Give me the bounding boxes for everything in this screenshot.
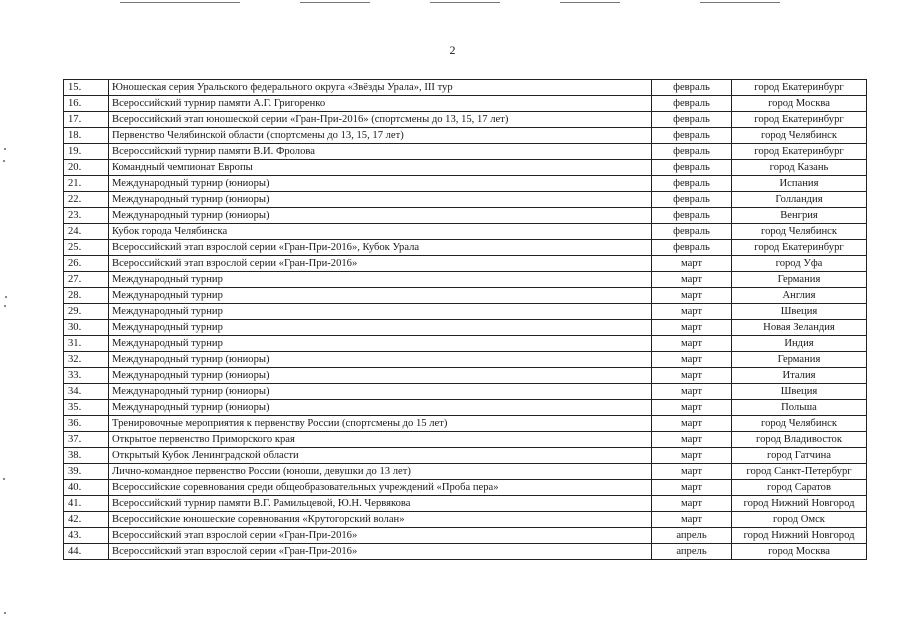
row-number: 42. [64, 512, 109, 528]
event-name: Всероссийский этап взрослой серии «Гран-При-2016» [109, 256, 652, 272]
table-row [64, 112, 867, 128]
event-location: город Санкт-Петербург [732, 464, 867, 480]
table-row [64, 144, 867, 160]
event-month: март [652, 400, 732, 416]
event-location: город Челябинск [732, 128, 867, 144]
row-number: 17. [64, 112, 109, 128]
row-number: 38. [64, 448, 109, 464]
event-month: март [652, 320, 732, 336]
row-number: 43. [64, 528, 109, 544]
event-name: Тренировочные мероприятия к первенству России (спортсмены до 15 лет) [109, 416, 652, 432]
event-name: Всероссийский этап взрослой серии «Гран-При-2016», Кубок Урала [109, 240, 652, 256]
row-number: 24. [64, 224, 109, 240]
event-month: февраль [652, 128, 732, 144]
row-number: 30. [64, 320, 109, 336]
event-month: апрель [652, 528, 732, 544]
event-name: Всероссийский турнир памяти В.И. Фролова [109, 144, 652, 160]
event-month: февраль [652, 80, 732, 96]
table-row [64, 320, 867, 336]
event-month: февраль [652, 240, 732, 256]
event-month: март [652, 288, 732, 304]
row-number: 26. [64, 256, 109, 272]
row-number: 16. [64, 96, 109, 112]
event-name: Всероссийские соревнования среди общеобразовательных учреждений «Проба пера» [109, 480, 652, 496]
event-location: город Челябинск [732, 224, 867, 240]
table-row [64, 80, 867, 96]
table-row [64, 496, 867, 512]
event-month: март [652, 304, 732, 320]
table-row [64, 368, 867, 384]
event-month: февраль [652, 208, 732, 224]
event-name: Международный турнир (юниоры) [109, 400, 652, 416]
row-number: 25. [64, 240, 109, 256]
event-month: март [652, 448, 732, 464]
top-edge-marks [0, 0, 905, 6]
row-number: 41. [64, 496, 109, 512]
row-number: 44. [64, 544, 109, 560]
event-location: город Челябинск [732, 416, 867, 432]
event-month: февраль [652, 192, 732, 208]
event-month: февраль [652, 96, 732, 112]
event-name: Всероссийский этап взрослой серии «Гран-При-2016» [109, 544, 652, 560]
event-location: Швеция [732, 384, 867, 400]
event-location: Швеция [732, 304, 867, 320]
event-location: город Нижний Новгород [732, 496, 867, 512]
table-row [64, 400, 867, 416]
table-row [64, 272, 867, 288]
event-name: Международный турнир (юниоры) [109, 176, 652, 192]
row-number: 18. [64, 128, 109, 144]
event-month: февраль [652, 144, 732, 160]
event-name: Всероссийский турнир памяти В.Г. Рамильцевой, Ю.Н. Червякова [109, 496, 652, 512]
page-number: 2 [449, 43, 456, 57]
table-row [64, 176, 867, 192]
row-number: 37. [64, 432, 109, 448]
table-row [64, 288, 867, 304]
event-name: Международный турнир (юниоры) [109, 192, 652, 208]
event-month: февраль [652, 112, 732, 128]
event-month: апрель [652, 544, 732, 560]
event-month: февраль [652, 224, 732, 240]
table-row [64, 96, 867, 112]
event-month: март [652, 384, 732, 400]
row-number: 29. [64, 304, 109, 320]
row-number: 31. [64, 336, 109, 352]
row-number: 22. [64, 192, 109, 208]
event-name: Международный турнир [109, 272, 652, 288]
event-location: город Гатчина [732, 448, 867, 464]
event-location: Индия [732, 336, 867, 352]
event-name: Международный турнир (юниоры) [109, 352, 652, 368]
event-location: Испания [732, 176, 867, 192]
event-month: февраль [652, 160, 732, 176]
table-row [64, 240, 867, 256]
event-name: Юношеская серия Уральского федерального округа «Звёзды Урала», III тур [109, 80, 652, 96]
event-month: март [652, 352, 732, 368]
event-location: Германия [732, 352, 867, 368]
row-number: 32. [64, 352, 109, 368]
event-name: Первенство Челябинской области (спортсмены до 13, 15, 17 лет) [109, 128, 652, 144]
row-number: 33. [64, 368, 109, 384]
schedule-table [63, 79, 867, 560]
event-month: февраль [652, 176, 732, 192]
row-number: 28. [64, 288, 109, 304]
event-name: Международный турнир [109, 288, 652, 304]
binding-edge-marks [0, 0, 12, 640]
event-name: Международный турнир (юниоры) [109, 368, 652, 384]
row-number: 21. [64, 176, 109, 192]
event-location: город Екатеринбург [732, 240, 867, 256]
event-location: город Владивосток [732, 432, 867, 448]
event-location: Англия [732, 288, 867, 304]
event-name: Всероссийские юношеские соревнования «Крутогорский волан» [109, 512, 652, 528]
row-number: 34. [64, 384, 109, 400]
event-location: город Казань [732, 160, 867, 176]
row-number: 27. [64, 272, 109, 288]
event-month: март [652, 272, 732, 288]
table-row [64, 544, 867, 560]
event-name: Международный турнир [109, 320, 652, 336]
event-location: Новая Зеландия [732, 320, 867, 336]
table-row [64, 512, 867, 528]
event-month: март [652, 336, 732, 352]
table-row [64, 256, 867, 272]
table-row [64, 128, 867, 144]
table-row [64, 224, 867, 240]
event-location: город Москва [732, 96, 867, 112]
event-location: город Екатеринбург [732, 144, 867, 160]
event-location: город Уфа [732, 256, 867, 272]
event-name: Международный турнир (юниоры) [109, 208, 652, 224]
row-number: 20. [64, 160, 109, 176]
table-row [64, 192, 867, 208]
event-location: Венгрия [732, 208, 867, 224]
event-location: город Саратов [732, 480, 867, 496]
event-name: Открытый Кубок Ленинградской области [109, 448, 652, 464]
table-row [64, 304, 867, 320]
event-location: город Екатеринбург [732, 80, 867, 96]
row-number: 36. [64, 416, 109, 432]
event-month: март [652, 416, 732, 432]
table-row [64, 528, 867, 544]
table-row [64, 208, 867, 224]
event-month: март [652, 256, 732, 272]
table-row [64, 464, 867, 480]
event-location: город Омск [732, 512, 867, 528]
table-row [64, 160, 867, 176]
event-name: Всероссийский турнир памяти А.Г. Григоренко [109, 96, 652, 112]
table-row [64, 416, 867, 432]
row-number: 40. [64, 480, 109, 496]
event-location: город Екатеринбург [732, 112, 867, 128]
event-name: Международный турнир [109, 304, 652, 320]
schedule-table-body [64, 80, 867, 560]
row-number: 19. [64, 144, 109, 160]
event-name: Всероссийский этап взрослой серии «Гран-При-2016» [109, 528, 652, 544]
event-month: март [652, 368, 732, 384]
event-name: Лично-командное первенство России (юноши, девушки до 13 лет) [109, 464, 652, 480]
event-name: Открытое первенство Приморского края [109, 432, 652, 448]
table-row [64, 432, 867, 448]
table-row [64, 448, 867, 464]
event-month: март [652, 432, 732, 448]
event-name: Международный турнир [109, 336, 652, 352]
table-row [64, 384, 867, 400]
row-number: 23. [64, 208, 109, 224]
event-name: Международный турнир (юниоры) [109, 384, 652, 400]
row-number: 39. [64, 464, 109, 480]
event-month: март [652, 496, 732, 512]
event-location: Италия [732, 368, 867, 384]
event-month: март [652, 464, 732, 480]
event-location: Голландия [732, 192, 867, 208]
event-month: март [652, 512, 732, 528]
event-location: Германия [732, 272, 867, 288]
table-row [64, 480, 867, 496]
table-row [64, 336, 867, 352]
table-row [64, 352, 867, 368]
event-name: Командный чемпионат Европы [109, 160, 652, 176]
event-month: март [652, 480, 732, 496]
row-number: 15. [64, 80, 109, 96]
event-name: Всероссийский этап юношеской серии «Гран-При-2016» (спортсмены до 13, 15, 17 лет) [109, 112, 652, 128]
row-number: 35. [64, 400, 109, 416]
event-name: Кубок города Челябинска [109, 224, 652, 240]
event-location: Польша [732, 400, 867, 416]
event-location: город Нижний Новгород [732, 528, 867, 544]
event-location: город Москва [732, 544, 867, 560]
